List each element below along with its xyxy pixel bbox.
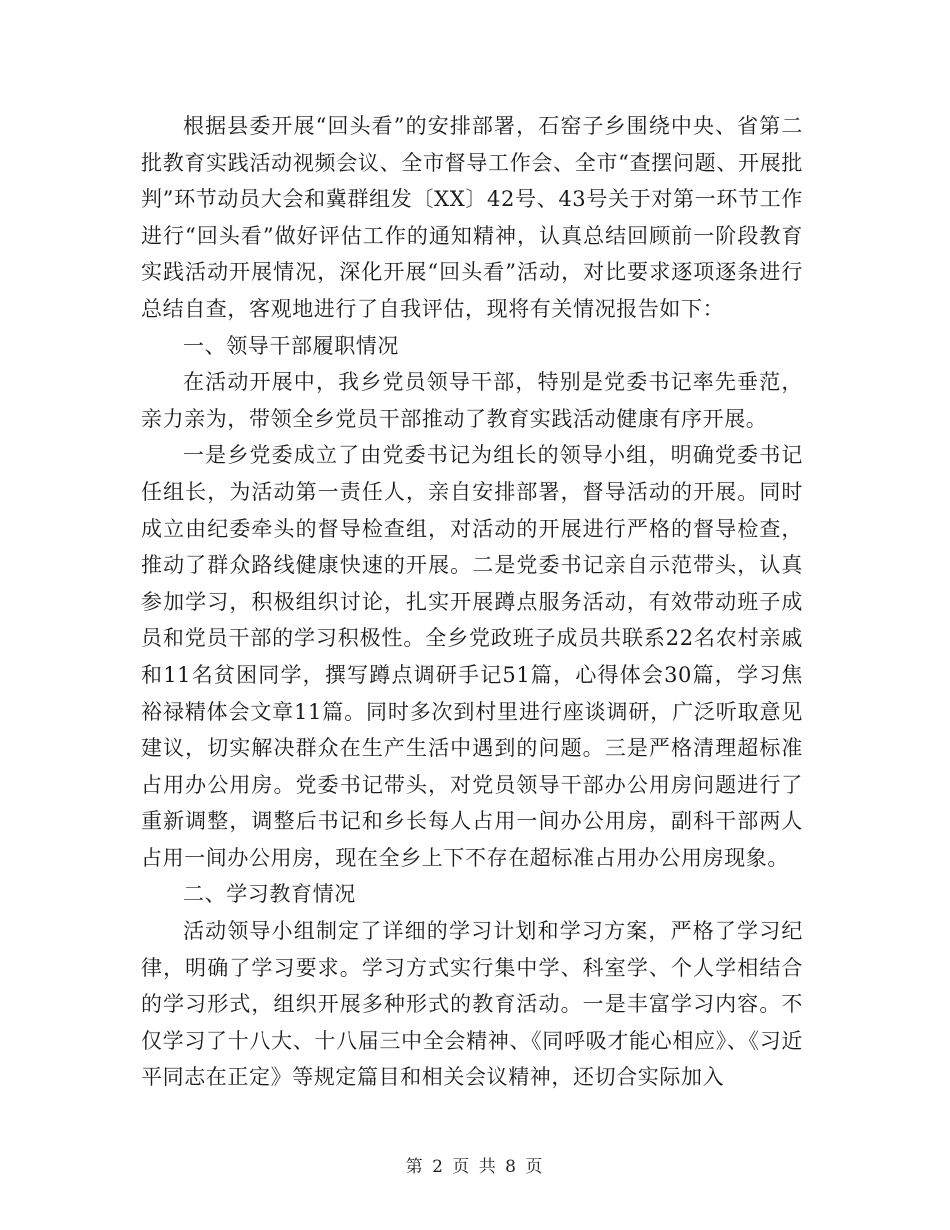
paragraph-leadership-summary: 在活动开展中，我乡党员领导干部，特别是党委书记率先垂范，亲力亲为，带领全乡党员干部推动了教育实践活动健康有序开展。 [141,370,803,431]
section-heading-2: 二、学习教育情况 [183,882,356,907]
section-heading-1: 一、领导干部履职情况 [183,333,399,358]
intro-paragraph: 根据县委开展“回头看”的安排部署，石窑子乡围绕中央、省第二批教育实践活动视频会议、全市督导工作会、全市“查摆问题、开展批判”环节动员大会和冀群组发〔XX〕42号、43号关于对第一环节工作进行“回头看”做好评估工作的通知精神，认真总结回顾前一阶段教育实践活动开展情况，深化开展“回头看”活动，对比要求逐项逐条进行总结自查，客观地进行了自我评估，现将有关情况报告如下： [141,114,803,321]
document-body [141,108,803,1096]
paragraph-leadership-details: 一是乡党委成立了由党委书记为组长的领导小组，明确党委书记任组长，为活动第一责任人，亲自安排部署，督导活动的开展。同时成立由纪委牵头的督导检查组，对活动的开展进行严格的督导检查，推动了群众路线健康快速的开展。二是党委书记亲自示范带头，认真参加学习，积极组织讨论，扎实开展蹲点服务活动，有效带动班子成员和党员干部的学习积极性。全乡党政班子成员共联系22名农村亲戚和11名贫困同学，撰写蹲点调研手记51篇，心得体会30篇，学习焦裕禄精体会文章11篇。同时多次到村里进行座谈调研，广泛听取意见建议，切实解决群众在生产生活中遇到的问题。三是严格清理超标准占用办公用房。党委书记带头，对党员领导干部办公用房问题进行了重新调整，调整后书记和乡长每人占用一间办公用房，副科干部两人占用一间办公用房，现在全乡上下不存在超标准占用办公用房现象。 [141,443,803,870]
page-footer: 第 2 页 共 8 页 [405,1157,545,1177]
paragraph-study-education: 活动领导小组制定了详细的学习计划和学习方案，严格了学习纪律，明确了学习要求。学习方式实行集中学、科室学、个人学相结合的学习形式，组织开展多种形式的教育活动。一是丰富学习内容。不仅学习了十八大、十八届三中全会精神、《同呼吸才能心相应》、《习近平同志在正定》等规定篇目和相关会议精神，还切合实际加入 [141,919,803,1090]
